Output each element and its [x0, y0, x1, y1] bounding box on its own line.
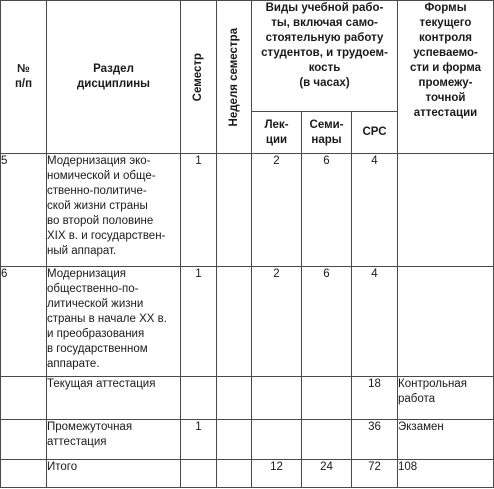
row-section-name: [47, 154, 181, 267]
header-study-types-line: кость: [308, 62, 341, 74]
table-row: [1, 377, 494, 420]
row-lectures: 2: [252, 154, 302, 267]
row-control-form-line: Экзамен: [398, 421, 444, 433]
row-seminars: 6: [302, 154, 352, 267]
header-semester-text: Семестр: [192, 52, 204, 102]
row-control-form-line: Контрольная: [398, 378, 467, 390]
row-lectures: 2: [252, 267, 302, 377]
row-section-line: Текущая аттестация: [47, 378, 156, 390]
row-week: [217, 154, 252, 267]
header-srs: [352, 112, 398, 154]
header-study-types-line: (в часах): [299, 77, 350, 89]
row-section-line: аппарате.: [47, 358, 100, 370]
table-row: [1, 267, 494, 377]
row-section-name: [47, 267, 181, 377]
header-control-forms-line: промежу-: [418, 77, 473, 89]
table-row: [1, 420, 494, 460]
row-control-form-line: 108: [398, 461, 418, 473]
header-lectures-line: ции: [265, 133, 288, 146]
row-semester: 1: [181, 420, 217, 460]
header-control-forms-line: успеваемо-: [413, 47, 478, 59]
row-section-name: [47, 460, 181, 488]
header-lectures-line: Лек-: [264, 118, 289, 131]
header-week-text: Неделя семестра: [227, 27, 240, 127]
row-semester: [181, 460, 217, 488]
row-week: [217, 460, 252, 488]
header-seminars-line: нары: [311, 133, 342, 146]
row-lectures: [252, 377, 302, 420]
row-srs: 4: [352, 267, 398, 377]
header-control-forms-line: аттестации: [413, 107, 478, 119]
row-srs: 18: [352, 377, 398, 420]
header-section-line: Раздел: [93, 63, 134, 75]
header-control-forms-line: точной: [425, 92, 466, 104]
header-seminars: [302, 112, 352, 154]
header-srs-text: СРС: [362, 126, 387, 138]
header-number-line: п/п: [14, 78, 33, 90]
header-section-line: дисциплины: [77, 78, 150, 90]
row-section-line: аттестация: [47, 436, 107, 448]
header-section: [47, 1, 181, 154]
row-number: [1, 420, 47, 460]
header-study-types-line: стоятельную работу: [265, 32, 384, 44]
row-section-line: XIX в. и государствен-: [47, 230, 166, 242]
row-control-form-line: работа: [398, 393, 436, 405]
row-section-line: Модернизация: [47, 268, 127, 280]
table-row: [1, 154, 494, 267]
row-number: 6: [1, 267, 47, 377]
row-semester: 1: [181, 267, 217, 377]
row-control-form: [398, 420, 494, 460]
row-section-line: ный аппарат.: [47, 245, 117, 257]
header-study-types-line: студентов, и трудоем-: [261, 47, 388, 59]
row-week: [217, 377, 252, 420]
header-seminars-line: Семи-: [309, 118, 344, 131]
row-section-line: Промежуточная: [47, 421, 133, 433]
row-section-name: [47, 377, 181, 420]
header-lectures: [252, 112, 302, 154]
header-semester: [181, 1, 217, 154]
header-study-types: [252, 1, 398, 112]
row-week: [217, 267, 252, 377]
row-number: [1, 377, 47, 420]
row-semester: [181, 377, 217, 420]
header-study-types-line: Виды учебной рабо-: [265, 2, 384, 14]
header-control-forms-line: текущего: [419, 17, 472, 29]
row-control-form: [398, 460, 494, 488]
row-control-form: [398, 154, 494, 267]
row-section-line: ской жизни страны: [47, 200, 148, 212]
row-section-name: [47, 420, 181, 460]
header-number-line: №: [17, 63, 30, 75]
row-number: [1, 460, 47, 488]
header-control-forms: [398, 1, 494, 154]
row-srs: 4: [352, 154, 398, 267]
row-section-line: во второй половине: [47, 215, 154, 227]
row-section-line: в государственном: [47, 343, 148, 355]
header-number: [1, 1, 47, 154]
row-seminars: 24: [302, 460, 352, 488]
header-week: [217, 1, 252, 154]
row-section-line: и преобразования: [47, 328, 145, 340]
header-study-types-line: ты, включая само-: [271, 17, 378, 29]
row-control-form: [398, 267, 494, 377]
table-row: [1, 460, 494, 488]
row-semester: 1: [181, 154, 217, 267]
row-section-line: Модернизация эко-: [47, 155, 151, 167]
row-seminars: [302, 420, 352, 460]
row-section-line: ственно-политиче-: [47, 185, 147, 197]
header-control-forms-line: контроля: [419, 32, 472, 44]
row-section-line: страны в начале XX в.: [47, 313, 167, 325]
header-control-forms-line: Формы: [424, 2, 467, 14]
row-srs: 72: [352, 460, 398, 488]
row-seminars: [302, 377, 352, 420]
row-section-line: номической и обще-: [47, 170, 156, 182]
row-week: [217, 420, 252, 460]
row-lectures: [252, 420, 302, 460]
row-section-line: общественно-по-: [47, 283, 139, 295]
row-number: 5: [1, 154, 47, 267]
row-control-form: [398, 377, 494, 420]
header-control-forms-line: сти и форма: [409, 62, 482, 74]
row-lectures: 12: [252, 460, 302, 488]
row-seminars: 6: [302, 267, 352, 377]
row-srs: 36: [352, 420, 398, 460]
row-section-line: Итого: [47, 461, 78, 473]
row-section-line: литической жизни: [47, 298, 144, 310]
